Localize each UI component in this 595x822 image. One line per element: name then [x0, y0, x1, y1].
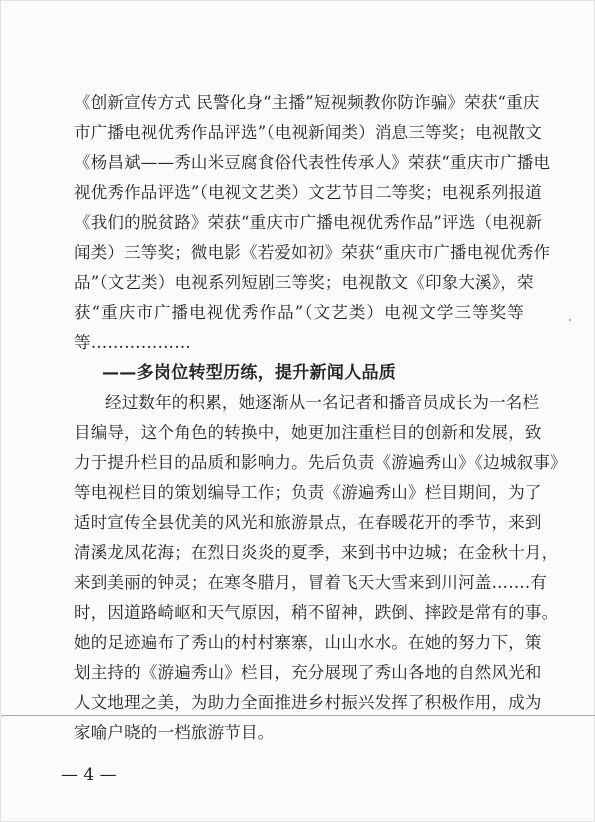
paragraph-line: 《我们的脱贫路》荣获“重庆市广播电视优秀作品”评选（电视新 — [74, 213, 543, 232]
paragraph-line: 目编导，这个角色的转换中，她更加注重栏目的创新和发展，致 — [74, 423, 542, 442]
paragraph-line: 划主持的《游遍秀山》栏目，充分展现了秀山各地的自然风光和 — [74, 663, 542, 682]
paragraph-line: 等……………… — [74, 333, 191, 352]
paragraph-line: 适时宣传全县优美的风光和旅游景点，在春暖花开的季节，来到 — [74, 513, 542, 532]
paragraph-line: 她的足迹遍布了秀山的村村寨寨，山山水水。在她的努力下，策 — [74, 633, 542, 652]
paragraph-line: 时，因道路崎岖和天气原因，稍不留神，跌倒、摔跤是常有的事。 — [74, 603, 559, 622]
paragraph-line: 《创新宣传方式 民警化身“主播”短视频教你防诈骗》荣获“重庆 — [74, 93, 540, 112]
margin-rule — [1, 715, 595, 716]
paragraph-line: 家喻户晓的一档旅游节目。 — [74, 723, 275, 742]
paragraph-line: 闻类）三等奖；微电影《若爱如初》荣获“重庆市广播电视优秀作 — [74, 243, 551, 262]
paragraph-line: 等电视栏目的策划编导工作；负责《游遍秀山》栏目期间，为了 — [74, 483, 542, 502]
scan-speck — [569, 319, 571, 321]
paragraph-line: 品”（文艺类）电视系列短剧三等奖；电视散文《印象大溪》，荣 — [74, 273, 534, 292]
page-number: — 4 — — [61, 765, 117, 785]
paragraph-line: 力于提升栏目的品质和影响力。先后负责《游遍秀山》《边城叙事》 — [74, 453, 567, 472]
paragraph-line: 获“重庆市广播电视优秀作品”（文艺类）电视文学三等奖等 — [74, 303, 524, 322]
paragraph-line: 来到美丽的钟灵；在寒冬腊月，冒着飞天大雪来到川河盖…….有 — [74, 573, 548, 592]
paragraph-line: 经过数年的积累，她逐渐从一名记者和播音员成长为一名栏 — [105, 393, 540, 412]
section-heading: ——多岗位转型历练，提升新闻人品质 — [102, 363, 397, 383]
paragraph-line: 视优秀作品评选”（电视文艺类）文艺节目二等奖；电视系列报道 — [74, 183, 542, 202]
paragraph-line: 人文地理之美，为助力全面推进乡村振兴发挥了积极作用，成为 — [74, 693, 542, 712]
paragraph-line: 《杨昌斌——秀山米豆腐食俗代表性传承人》荣获“重庆市广播电 — [74, 153, 551, 172]
paragraph-line: 市广播电视优秀作品评选”（电视新闻类）消息三等奖；电视散文 — [74, 123, 542, 142]
paragraph-line: 清溪龙凤花海；在烈日炎炎的夏季，来到书中边城；在金秋十月， — [74, 543, 559, 562]
